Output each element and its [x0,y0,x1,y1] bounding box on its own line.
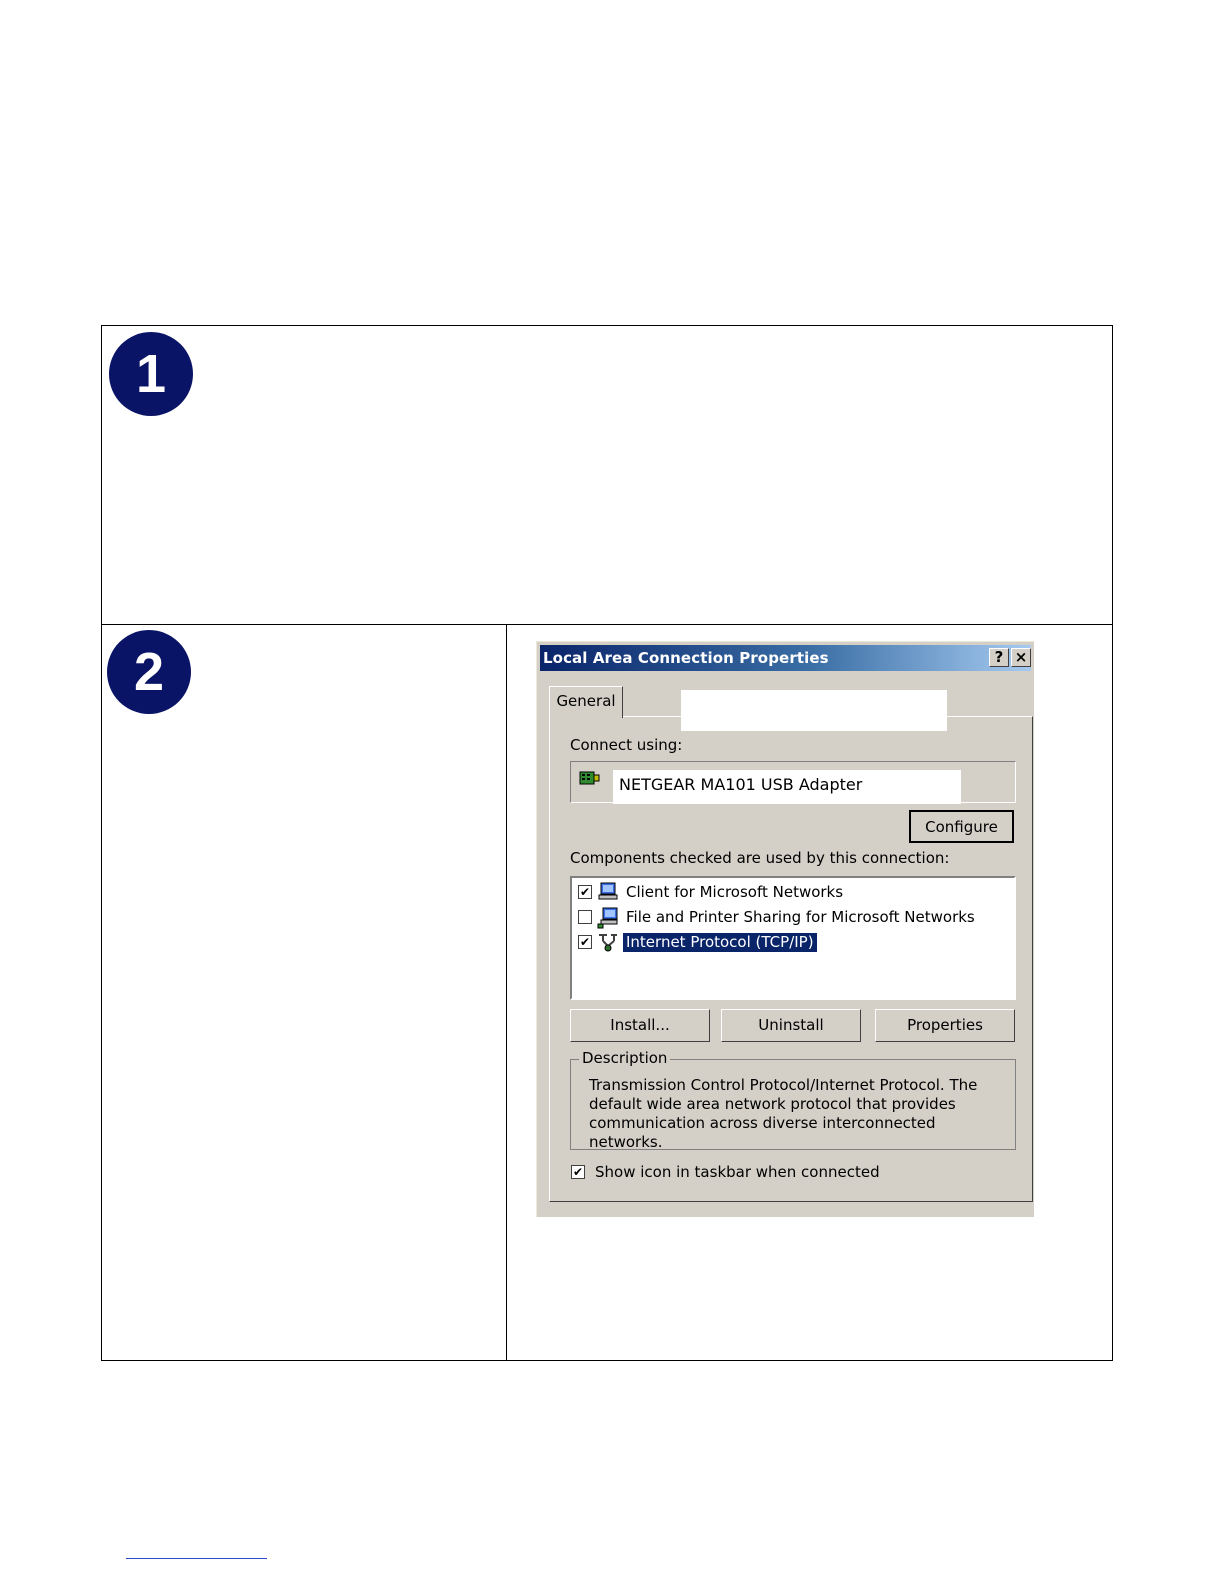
protocol-icon [597,932,619,952]
install-button[interactable]: Install... [570,1009,710,1042]
step-2-badge: 2 [107,630,191,714]
footer-link-underline[interactable] [126,1558,267,1559]
tab-general[interactable]: General [549,686,623,718]
configure-button[interactable]: Configure [909,810,1014,843]
file-sharing-checkbox[interactable] [578,910,592,924]
description-title: Description [579,1049,670,1067]
component-label-selected: Internet Protocol (TCP/IP) [623,933,817,952]
component-label: Client for Microsoft Networks [626,883,844,901]
client-checkbox[interactable]: ✔ [579,885,591,899]
show-icon-checkbox[interactable]: ✔ [572,1165,584,1179]
redaction-block [681,690,947,731]
help-button[interactable]: ? [989,648,1009,667]
dialog-title: Local Area Connection Properties [543,649,829,667]
uninstall-button[interactable]: Uninstall [721,1009,861,1042]
properties-button[interactable]: Properties [875,1009,1015,1042]
step-1-row [102,326,1112,625]
show-icon-label: Show icon in taskbar when connected [595,1163,880,1181]
adapter-name: NETGEAR MA101 USB Adapter [619,775,863,794]
file-printer-sharing-icon [597,907,619,929]
connect-using-label: Connect using: [570,736,683,754]
local-area-connection-properties-dialog [536,641,1034,1217]
step-1-badge: 1 [109,332,193,416]
close-button[interactable]: × [1011,648,1031,667]
components-list[interactable] [570,876,1016,1000]
adapter-field [570,761,1016,803]
tcpip-checkbox[interactable]: ✔ [579,935,591,949]
dialog-titlebar [540,645,1031,671]
description-text: Transmission Control Protocol/Internet Protocol. The default wide area network protocol that provides communication across diverse interconnected networks. [589,1076,978,1151]
step-2-text-cell [102,625,507,1360]
network-client-icon [597,882,619,902]
description-group [570,1049,1016,1151]
component-label: File and Printer Sharing for Microsoft Networks [626,908,975,926]
network-adapter-icon [579,770,601,788]
components-label: Components checked are used by this connection: [570,849,950,867]
